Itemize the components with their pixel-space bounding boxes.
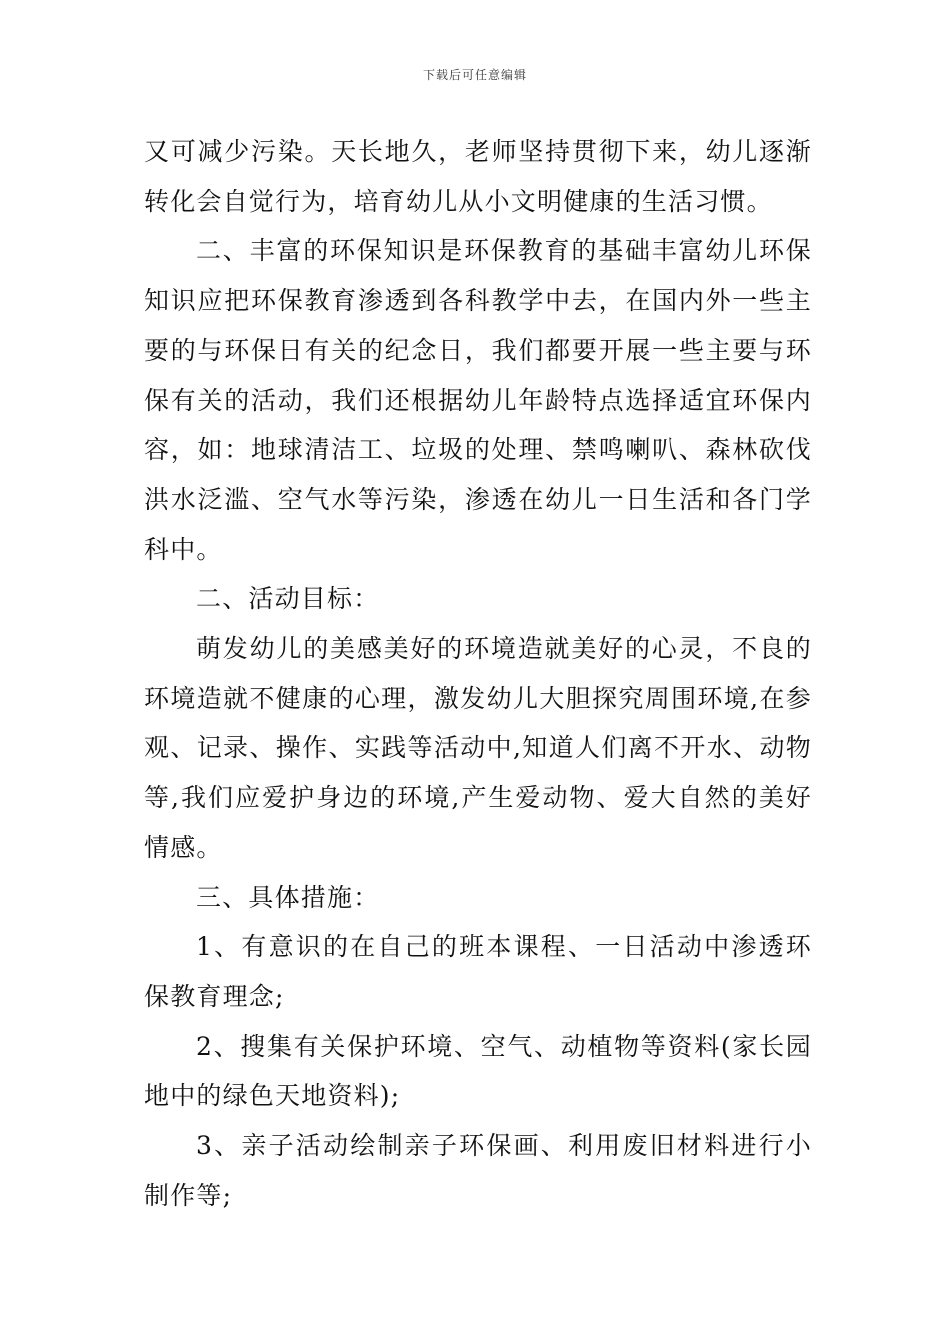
section-heading-specific-measures: 三、具体措施： (196, 882, 380, 912)
list-item-measure-3: 3、亲子活动绘制亲子环保画、利用废旧材料进行小制作等; (144, 1131, 812, 1210)
list-item-measure-1: 1、有意识的在自己的班本课程、一日活动中渗透环保教育理念; (144, 932, 812, 1011)
page-header-note: 下载后可任意编辑 (422, 68, 527, 82)
list-item-measure-2: 2、搜集有关保护环境、空气、动植物等资料(家长园地中的绿色天地资料); (144, 1031, 812, 1111)
paragraph-continuation: 又可减少污染。天长地久，老师坚持贯彻下来，幼儿逐渐转化会自觉行为，培育幼儿从小文明健康的生活习惯。 (144, 137, 812, 216)
paragraph-activity-goals: 萌发幼儿的美感美好的环境造就美好的心灵，不良的环境造就不健康的心理，激发幼儿大胆探究周围环境,在参观、记录、操作、实践等活动中,知道人们离不开水、动物等,我们应爱护身边的环境,产生爱动物、爱大自然的美好情感。 (144, 634, 812, 862)
section-heading-activity-goals: 二、活动目标： (196, 584, 380, 614)
document-body (144, 127, 812, 1220)
paragraph-environmental-knowledge: 二、丰富的环保知识是环保教育的基础丰富幼儿环保知识应把环保教育渗透到各科教学中去，在国内外一些主要的与环保日有关的纪念日，我们都要开展一些主要与环保有关的活动，我们还根据幼儿年龄特点选择适宜环保内容，如：地球清洁工、垃圾的处理、禁鸣喇叭、森林砍伐洪水泛滥、空气水等污染，渗透在幼儿一日生活和各门学科中。 (144, 236, 812, 564)
